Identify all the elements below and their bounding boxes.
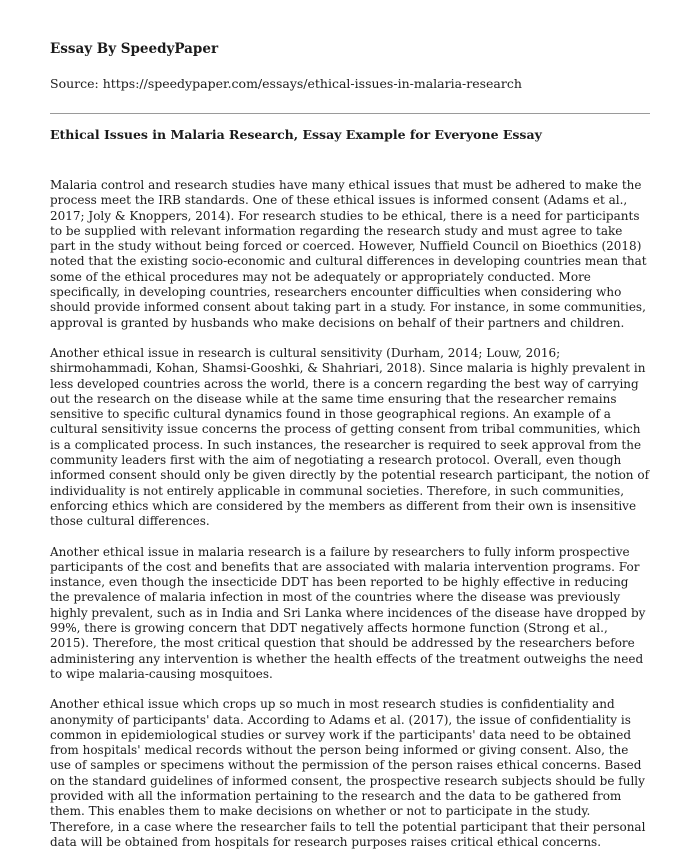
source-line: Source: https://speedypaper.com/essays/ethical-issues-in-malaria-research [50,76,522,91]
essay-author-heading: Essay By SpeedyPaper [50,41,219,57]
essay-body [50,178,650,850]
paragraph: Another ethical issue which crops up so much in most research studies is confidentiality and anonymity of participants' data. According to Adams et al. (2017), the issue of confidentiality is common in epidemiological studies or survey work if the participants' data need to be obtained from hospitals' medical records without the person being informed or giving consent. Also, the use of samples or specimens without the permission of the person raises ethical concerns. Based on the standard guidelines of informed consent, the prospective research subjects should be fully provided with all the information pertaining to the research and the data to be gathered from them. This enables them to make decisions on whether or not to participate in the study. Therefore, in a case where the researcher fails to tell the potential participant that their personal data will be obtained from hospitals for research purposes raises critical ethical concerns. [50,697,646,849]
essay-title: Ethical Issues in Malaria Research, Essay Example for Everyone Essay [50,127,542,142]
paragraph: Another ethical issue in research is cultural sensitivity (Durham, 2014; Louw, 2016; shirmohammadi, Kohan, Shamsi-Gooshki, & Shahriari, 2018). Since malaria is highly prevalent in less developed countries across the world, there is a concern regarding the best way of carrying out the research on the disease while at the same time ensuring that the researcher remains sensitive to specific cultural dynamics found in those geographical regions. An example of a cultural sensitivity issue concerns the process of getting consent from tribal communities, which is a complicated process. In such instances, the researcher is required to seek approval from the community leaders first with the aim of negotiating a research protocol. Overall, even though informed consent should only be given directly by the potential research participant, the notion of individuality is not entirely applicable in communal societies. Therefore, in such communities, enforcing ethics which are considered by the members as different from their own is insensitive those cultural differences. [50,345,650,529]
paragraph: Another ethical issue in malaria research is a failure by researchers to fully inform prospective participants of the cost and benefits that are associated with malaria intervention programs. For instance, even though the insecticide DDT has been reported to be highly effective in reducing the prevalence of malaria infection in most of the countries where the disease was previously highly prevalent, such as in India and Sri Lanka where incidences of the disease have dropped by 99%, there is growing concern that DDT negatively affects hormone function (Strong et al., 2015). Therefore, the most critical question that should be addressed by the researchers before administering any intervention is whether the health effects of the treatment outweighs the need to wipe malaria-causing mosquitoes. [50,544,646,681]
header-divider [50,113,650,114]
paragraph: Malaria control and research studies have many ethical issues that must be adhered to make the process meet the IRB standards. One of these ethical issues is informed consent (Adams et al., 2017; Joly & Knoppers, 2014). For research studies to be ethical, there is a need for participants to be supplied with relevant information regarding the research study and must agree to take part in the study without being forced or coerced. However, Nuffield Council on Bioethics (2018) noted that the existing socio-economic and cultural differences in developing countries mean that some of the ethical procedures may not be adequately or appropriately conducted. More specifically, in developing countries, researchers encounter difficulties when considering who should provide informed consent about taking part in a study. For instance, in some communities, approval is granted by husbands who make decisions on behalf of their partners and children. [50,178,647,330]
